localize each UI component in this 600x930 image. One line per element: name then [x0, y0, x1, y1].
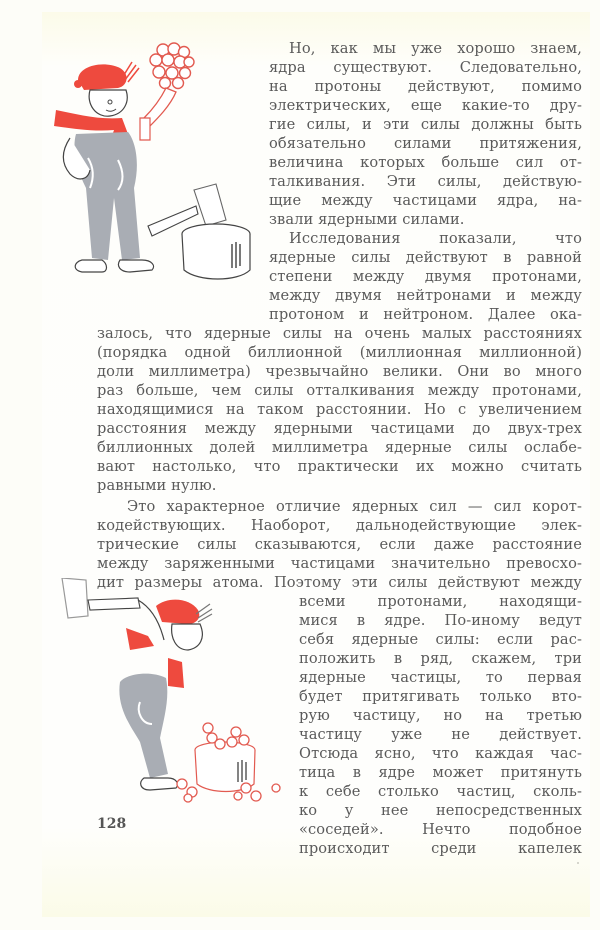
text-line: протоном и нейтроном. Далее ока- [269, 306, 582, 323]
text-line: (порядка одной биллионной (миллионная миллионной) [97, 344, 582, 361]
text-line: трические силы сказываются, если даже расстояние [97, 536, 582, 553]
text-line: звали ядерными силами. [269, 211, 465, 228]
text-line: мися в ядре. По-иному ведут [299, 612, 582, 629]
text-line: «соседей». Нечто подобное [299, 821, 582, 838]
text-line: всеми протонами, находящи- [299, 593, 582, 610]
text-line: частицу уже не действует. [299, 726, 582, 743]
text-line: ядра существуют. Следовательно, [269, 59, 582, 76]
text-line: к себе столько частиц, сколь- [299, 783, 582, 800]
text-line: будет притягивать только вто- [299, 688, 582, 705]
text-line: на протоны действуют, помимо [269, 78, 582, 95]
text-line: тица в ядре может притянуть [299, 764, 582, 781]
text-line: себя ядерные силы: если рас- [299, 631, 582, 648]
text-line: талкивания. Эти силы, действую- [269, 173, 582, 190]
text-line: дит размеры атома. Поэтому эти силы действуют между [97, 574, 582, 591]
text-line: рую частицу, но на третью [299, 707, 582, 724]
text-line: Исследования показали, что [289, 230, 582, 247]
text-line: положить в ряд, скажем, три [299, 650, 582, 667]
text-line: доли миллиметра) чрезвычайно велики. Они во много [97, 363, 582, 380]
text-line: гие силы, и эти силы должны быть [269, 116, 582, 133]
text-line: щие между частицами ядра, на- [269, 192, 582, 209]
text-line: залось, что ядерные силы на очень малых расстояниях [97, 325, 582, 342]
text-line: между заряженными частицами значительно превосхо- [97, 555, 582, 572]
text-line: вают настолько, что практически их можно считать [97, 458, 582, 475]
text-line: электрических, еще какие-то дру- [269, 97, 582, 114]
text-line: ко у нее непосредственных [299, 802, 582, 819]
illustration-boy-holding-nucleus-icon [48, 38, 263, 283]
text-line: раз больше, чем силы отталкивания между протонами, [97, 382, 582, 399]
text-line: Это характерное отличие ядерных сил — сил корот- [127, 498, 582, 515]
text-line: находящимися на таком расстоянии. Но с увеличением [97, 401, 582, 418]
text-line: ядерные частицы, то первая [299, 669, 582, 686]
text-line: кодействующих. Наоборот, дальнодействующие элек- [97, 517, 582, 534]
text-line: равными нулю. [97, 477, 217, 494]
illustration-boy-chopping-nucleus-icon [60, 578, 282, 803]
nucleus-cluster-icon [150, 43, 194, 89]
text-line: происходит среди капелек [299, 840, 582, 857]
text-line: ядерные силы действуют в равной [269, 249, 582, 266]
text-line: расстояния между ядерными частицами до двух-трех [97, 420, 582, 437]
text-line: Отсюда ясно, что каждая час- [299, 745, 582, 762]
text-line: Но, как мы уже хорошо знаем, [289, 40, 582, 57]
text-line: обязательно силами притяжения, [269, 135, 582, 152]
text-line: между двумя нейтронами и между [269, 287, 582, 304]
text-line: величина которых больше сил от- [269, 154, 582, 171]
text-line: степени между двумя протонами, [269, 268, 582, 285]
scan-speck [577, 862, 579, 864]
text-line: биллионных долей миллиметра ядерные силы ослабе- [97, 439, 582, 456]
page-number: 128 [97, 816, 127, 832]
